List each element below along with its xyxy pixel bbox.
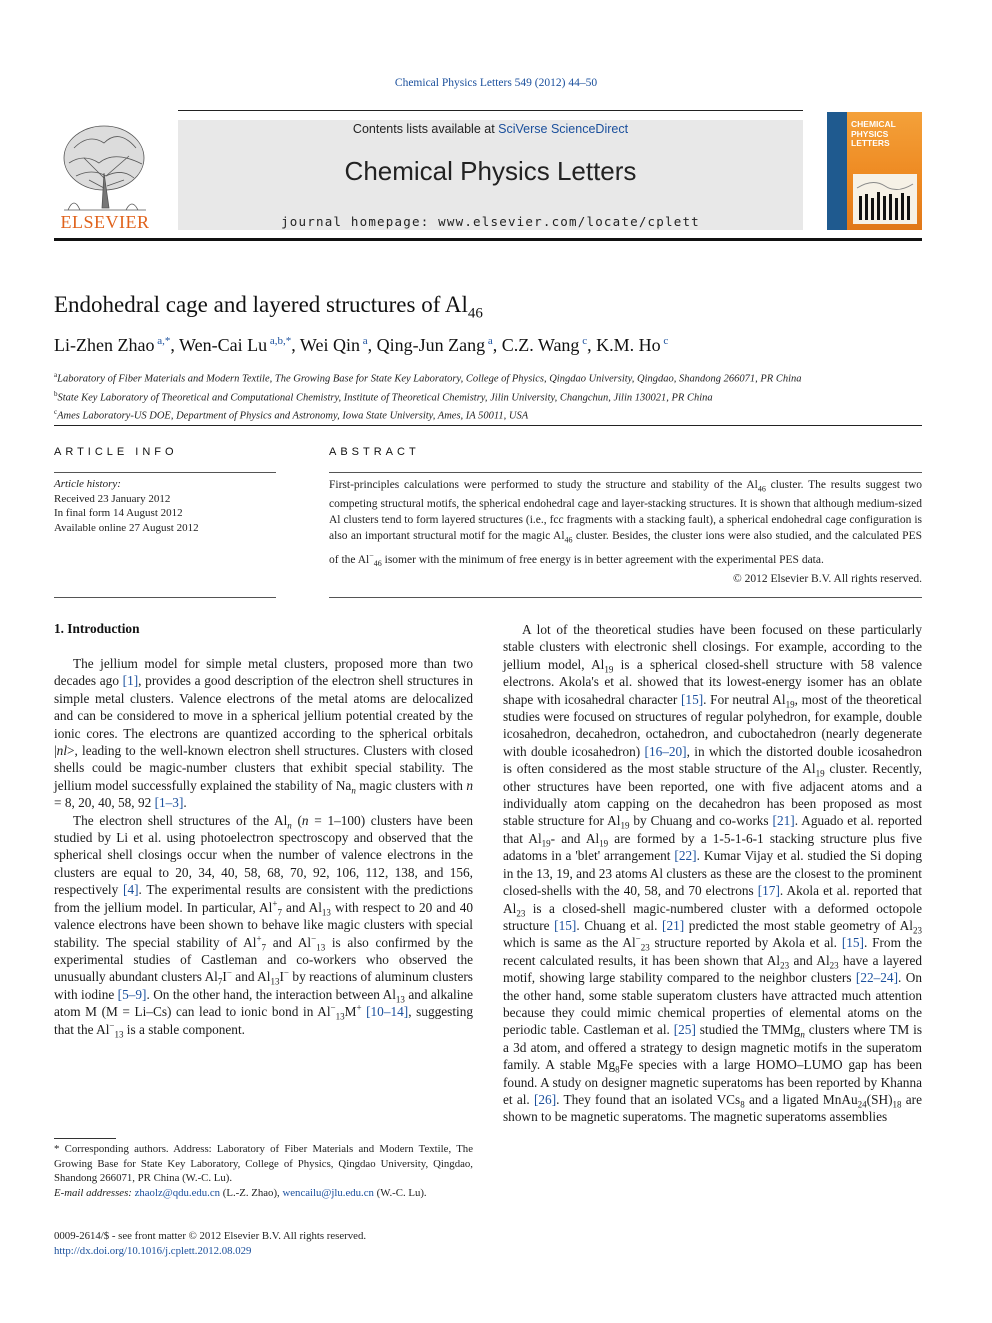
history-received: Received 23 January 2012 [54, 492, 171, 505]
abstract-rule [329, 472, 922, 473]
author-list: Li-Zhen Zhao $^{a,*}$, Wen-Cai Lu $^{a,b,*}$, Wei Qin $^a$, Qing-Jun Zang $^a$, C.Z. Wang $^c$, K.M. Ho $^c$ [54, 335, 669, 355]
email-link[interactable]: wencailu@jlu.edu.cn [282, 1186, 374, 1199]
abstract-copyright: © 2012 Elsevier B.V. All rights reserved. [733, 572, 922, 585]
author-name: Wen-Cai Lu [179, 335, 268, 355]
citation-link[interactable]: [22–24] [855, 970, 899, 986]
citation-link[interactable]: [1–3] [154, 795, 184, 811]
history-label: Article history: [54, 478, 121, 490]
paper-title-text: Endohedral cage and layered structures of Al [54, 292, 468, 317]
abstract-bottom-rule [329, 597, 922, 598]
email-owner: (W.-C. Lu). [376, 1186, 427, 1199]
citation-link[interactable]: [5–9] [117, 986, 147, 1002]
journal-title: Chemical Physics Letters [344, 156, 637, 186]
body-paragraph: A lot of the theoretical studies have been focused on these particularly stable clusters with electronic shell closings. For example, according to the jellium model, $Al_{19}$ is a spherical closed-shell structure with 58 valence electrons. Akola's et al. showed that its lowest-energy isomer has an oblate shape with icosahedral character [15]. For neutral $Al_{19}$, most of the theoretical studies were focused on structures of regular polyhedron, for example, double icosahedron, decahedron, octahedron, and cuboctahedron (nearly degenerate with double icosahedron) [16–20], in which the distorted double icosahedron is often considered as the most stable structure of the $Al_{19}$ cluster. Recently, other structures have been reported, one with five adjacent atoms and a individually atom capping on the decahedron has been proposed as most stable structure for $Al_{19}$ by Chuang and co-works [21]. Aguado et al. reported that $Al_{19}-$ and $Al_{19}$ are formed by a 1-5-1-6-1 stacking structure plus five adatoms in a 'blet' arrangement [22]. Kumar Vijay et al. studied the Si doping in the 13, 19, and 23 atoms Al clusters as these are the closest to the prominent closed-shells with the 40, 58, and 70 electrons [17]. Akola et al. reported that $Al_{23}$ is a closed-shell magic-numbered cluster with a deformed octopole structure [15]. Chuang et al. [21] predicted the most stable geometry of $Al_{23}$ which is same as the $Al^-_{23}$ structure reported by Akola et al. [15]. From the recent calculated results, it has been shown that $Al_{23}$ and $Al_{23}$ have a layered motif, showing large stability compared to the neighbor clusters [22–24]. On the other hand, some stable superatom clusters have attracted much attention because they could mimic chemical properties of elemental atoms on the periodic table. Castleman et al. [25] studied the TMMg$_n$ clusters where TM is a 3d atom, and offered a strategy to design magnetic motifs in the superatom family. A stable $Mg_8Fe$ species with a large HOMO–LUMO gap has been found. A study on designer magnetic superatoms has been reported by Khanna et al. [26]. They found that an isolated VCs$_8$ and a ligated $MnAu_{24}(SH)_{18}$ are shown to be magnetic superatoms. The magnetic superatoms assemblies [503, 622, 923, 1125]
cover-title-line: LETTERS [851, 138, 890, 148]
paper-title [54, 292, 483, 323]
citation-link[interactable]: [15] [681, 691, 704, 707]
journal-masthead [178, 120, 803, 230]
history-final-form: In final form 14 August 2012 [54, 507, 183, 519]
email-link[interactable]: zhaolz@qdu.edu.cn [134, 1186, 221, 1199]
citation-link[interactable]: [1] [122, 673, 139, 689]
contents-line [178, 122, 803, 136]
author-name: C.Z. Wang [501, 335, 580, 355]
footnote-rule [54, 1138, 116, 1139]
paper-title-subscript: 46 [467, 305, 483, 322]
email-label: E-mail addresses: [54, 1186, 132, 1199]
contents-prefix: Contents lists available at [352, 122, 499, 136]
journal-citation[interactable]: Chemical Physics Letters 549 (2012) 44–50 [394, 77, 598, 89]
body-paragraph: The electron shell structures of the $Al_n$ (n = 1–100) clusters have been studied by Li et al. using photoelectron spectroscopy and observed that the spherical shell closings occur when the number of valence electrons in the clusters are equal to 20, 34, 40, 58, 68, 70, 92, 106, 112, 138, and 156, respectively [4]. The experimental results are consistent with the predictions from the jellium model. In particular, $Al^+_7$ and $Al_{13}$ with respect to 20 and 40 valence electrons have been shown to behave like magic clusters with special stability. The special stability of $Al^+_7$ and $Al^-_{13}$ is also confirmed by the experimental studies of Castleman and co-workers who observed the unusually abundant clusters $Al_7I^-$ and $Al_{13}I^-$ by reactions of aluminum clusters with iodine [5–9]. On the other hand, the interaction between $Al_{13}$ and alkaline atom M (M = Li–Cs) can lead to ionic bond in $Al^-_{13}M^+$ [10–14], suggesting that the $Al^-_{13}$ is a stable component. [54, 812, 474, 1040]
section-heading-introduction: 1. Introduction [54, 621, 140, 636]
doi-link[interactable]: http://dx.doi.org/10.1016/j.cplett.2012.08.029 [54, 1244, 252, 1257]
citation-link[interactable]: [25] [673, 1022, 696, 1038]
cover-strip [827, 112, 847, 230]
header-thick-rule [54, 238, 922, 241]
citation-link[interactable]: [15] [841, 935, 864, 951]
citation-link[interactable]: [16–20] [644, 743, 687, 759]
journal-cover-thumbnail [827, 112, 922, 230]
author-affiliation-mark[interactable]: a [487, 335, 493, 347]
sciencedirect-link[interactable]: SciVerse ScienceDirect [498, 122, 629, 136]
citation-link[interactable]: [17] [757, 883, 780, 899]
affiliation: $^b$State Key Laboratory of Theoretical and Computational Chemistry, Institute of Theoretical Chemistry, Jilin University, Changchun, Jilin 130021, PR China [54, 389, 713, 403]
author-name: K.M. Ho [596, 335, 661, 355]
author-affiliation-mark[interactable]: a,b,* [269, 335, 292, 347]
front-matter [54, 1229, 366, 1258]
citation-link[interactable]: [10–14] [366, 1004, 409, 1020]
body-paragraph: The jellium model for simple metal clusters, proposed more than two decades ago [1], provides a good description of the electron shell structures in simple metal clusters. Valence electrons of the metal atoms are delocalized and can be considered to move in a spherical jellium potential created by the ionic cores. The electrons are quantized according to the spherical orbitals |nl>, leading to the well-known electron shell structures. Clusters with closed shells could be magic-number clusters that exhibit special stability. The jellium model successfully explained the stability of $Na_n$ magic clusters with n = 8, 20, 40, 58, 92 [1–3]. [54, 656, 474, 811]
email-owner: (L.-Z. Zhao), [222, 1186, 280, 1199]
citation-link[interactable]: [21] [772, 813, 795, 829]
citation-link[interactable]: [15] [554, 917, 577, 933]
article-info-heading: ARTICLE INFO [54, 446, 178, 458]
header-rule [178, 110, 803, 111]
body-column-left [54, 655, 473, 1038]
abstract-heading: ABSTRACT [329, 446, 420, 458]
author-affiliation-mark[interactable]: a [362, 335, 368, 347]
author-name: Wei Qin [299, 335, 360, 355]
body-column-right [503, 621, 922, 1126]
author-affiliation-mark[interactable]: c [582, 335, 588, 347]
corresponding-author-note: * Corresponding authors. Address: Laboratory of Fiber Materials and Modern Textile, The Growing Base for State Key Laboratory, College of Physics, Qingdao University, Qingdao, Shandong 266071, PR China (W.-C. Lu). [54, 1143, 473, 1184]
section-rule [54, 425, 922, 426]
article-info-bottom-rule [54, 597, 276, 598]
citation-link[interactable]: [4] [123, 882, 139, 898]
author-affiliation-mark[interactable]: a,* [157, 335, 171, 347]
journal-homepage[interactable]: journal homepage: www.elsevier.com/locate/cplett [281, 214, 700, 229]
article-history [54, 477, 199, 535]
elsevier-wordmark: ELSEVIER [60, 212, 150, 232]
affiliation: $^c$Ames Laboratory-US DOE, Department of Physics and Astronomy, Iowa State University, Ames, IA 50011, USA [54, 408, 529, 422]
email-addresses [54, 1186, 473, 1201]
author-name: Qing-Jun Zang [376, 335, 486, 355]
citation-link[interactable]: [21] [662, 917, 685, 933]
history-online: Available online 27 August 2012 [54, 521, 199, 534]
footnote [54, 1142, 473, 1200]
article-info-rule [54, 472, 276, 473]
cover-title-line: PHYSICS [851, 128, 889, 139]
cover-graphic-icon [853, 174, 917, 224]
cover-title-line: CHEMICAL [851, 119, 896, 129]
affiliations [54, 368, 802, 424]
citation-link[interactable]: [22] [674, 848, 697, 864]
author-affiliation-mark[interactable]: c [663, 335, 669, 347]
author-name: Li-Zhen Zhao [54, 335, 155, 355]
citation-link[interactable]: [26] [533, 1091, 557, 1107]
affiliation: $^a$Laboratory of Fiber Materials and Modern Textile, The Growing Base for State Key Laboratory, College of Physics, Qingdao University, Qingdao, Shandong 266071, PR China [54, 371, 802, 385]
issn-line: 0009-2614/$ - see front matter © 2012 Elsevier B.V. All rights reserved. [54, 1230, 367, 1242]
abstract-text: First-principles calculations were performed to study the structure and stability of the $Al_{46}$ cluster. The results suggest two competing structural motifs, the spherical endohedral cage and layer-stacking structures. It is shown that although medium-sized Al clusters tend to form layered structures (i.e., fcc fragments with a stacking fault), a spherical endohedral cage configuration is also an important structural motif for the magic $Al_{46}$ cluster. Besides, the cluster ions were also studied, and the calculated PES of the $Al^-_{46}$ isomer with the minimum of free energy is in better agreement with the experimental PES data. © 2012 Elsevier B.V. All rights reserved. [329, 478, 922, 588]
cover-title [851, 120, 921, 149]
